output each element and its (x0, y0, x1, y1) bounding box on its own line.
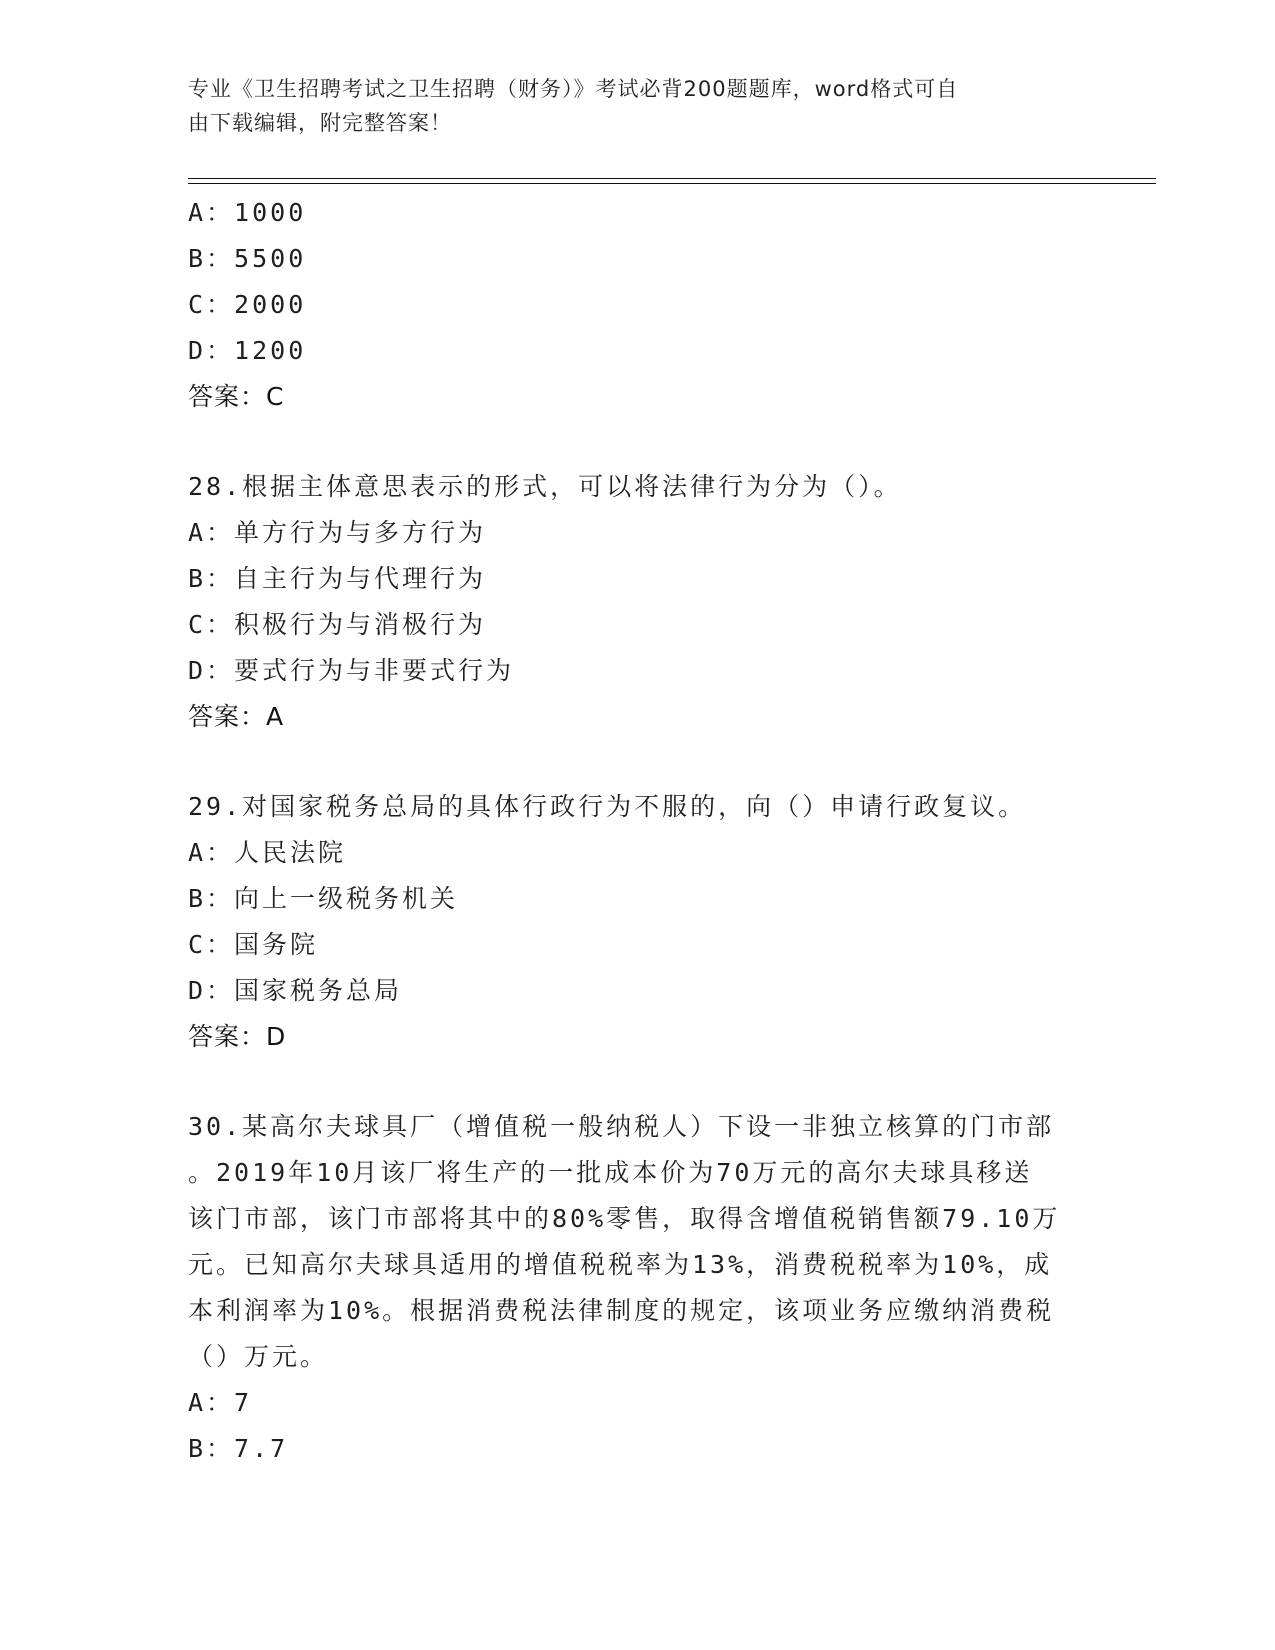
option-d: D：要式行为与非要式行为 (188, 656, 515, 685)
question-text-line-4: 元。已知高尔夫球具适用的增值税税率为13%，消费税税率为10%，成 (188, 1250, 1053, 1279)
option-a: A：1000 (188, 198, 307, 227)
spacer (188, 420, 1088, 464)
question-text: 29.对国家税务总局的具体行政行为不服的，向（）申请行政复议。 (188, 792, 1027, 821)
option-b: B：5500 (188, 244, 307, 273)
option-b: B：向上一级税务机关 (188, 884, 459, 913)
option-d: D：1200 (188, 336, 307, 365)
question-text-line-5: 本利润率为10%。根据消费税法律制度的规定，该项业务应缴纳消费税 (188, 1296, 1055, 1325)
spacer (188, 1060, 1088, 1104)
header-line-2: 由下载编辑，附完整答案！ (188, 111, 452, 135)
spacer (188, 740, 1088, 784)
option-a: A：人民法院 (188, 838, 347, 867)
answer: 答案：C (188, 382, 285, 411)
question-text-line-6: （）万元。 (188, 1342, 329, 1371)
header-divider-bottom (188, 183, 1156, 184)
answer: 答案：A (188, 702, 285, 731)
document-header (188, 72, 1088, 140)
question-text-line-1: 30.某高尔夫球具厂（增值税一般纳税人）下设一非独立核算的门市部 (188, 1112, 1055, 1141)
option-a: A：单方行为与多方行为 (188, 518, 487, 547)
question-27 (188, 190, 1088, 420)
option-c: C：2000 (188, 290, 307, 319)
option-a: A：7 (188, 1388, 253, 1417)
question-text: 28.根据主体意思表示的形式，可以将法律行为分为（）。 (188, 472, 902, 501)
header-divider-top (188, 178, 1156, 179)
option-d: D：国家税务总局 (188, 976, 403, 1005)
answer: 答案：D (188, 1022, 287, 1051)
option-c: C：国务院 (188, 930, 319, 959)
option-b: B：7.7 (188, 1434, 289, 1463)
header-line-1: 专业《卫生招聘考试之卫生招聘（财务）》考试必背200题题库，word格式可自 (188, 77, 959, 101)
question-list (188, 190, 1088, 1472)
question-28 (188, 464, 1088, 740)
option-c: C：积极行为与消极行为 (188, 610, 487, 639)
option-b: B：自主行为与代理行为 (188, 564, 487, 593)
question-text-line-2: 。2019年10月该厂将生产的一批成本价为70万元的高尔夫球具移送 (188, 1158, 1033, 1187)
question-29 (188, 784, 1088, 1060)
question-text-line-3: 该门市部，该门市部将其中的80%零售，取得含增值税销售额79.10万 (188, 1204, 1061, 1233)
question-30 (188, 1104, 1088, 1472)
